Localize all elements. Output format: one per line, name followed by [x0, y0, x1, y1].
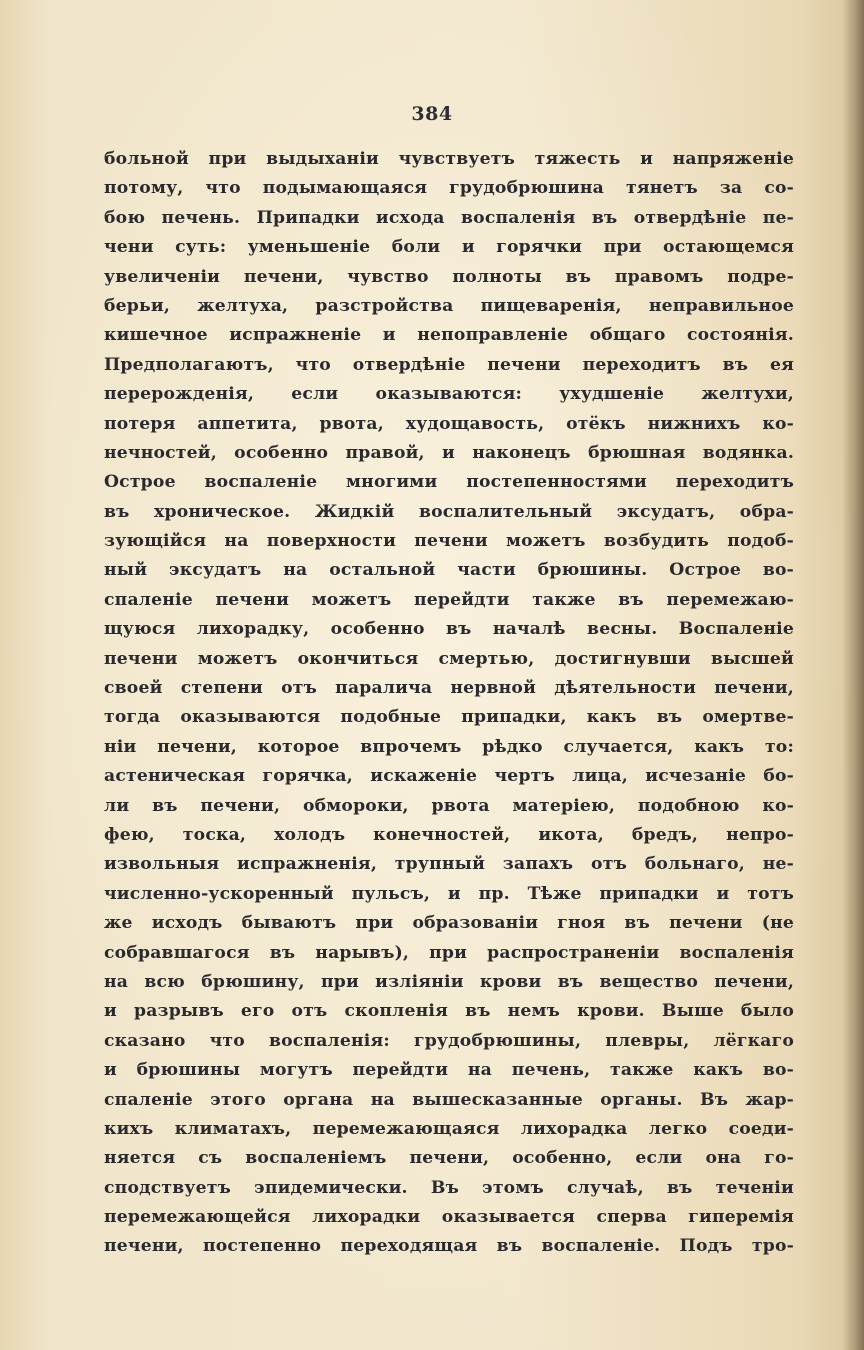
text-line: своей степени отъ паралича нервной дѣятельности печени,: [104, 678, 794, 699]
page-edge-shadow: [842, 0, 864, 1350]
text-line: кихъ климатахъ, перемежающаяся лихорадка легко соеди-: [104, 1118, 794, 1139]
text-line: спаленіе печени можетъ перейдти также въ перемежаю-: [104, 589, 794, 610]
text-line: Предполагаютъ, что отвердѣніе печени переходитъ въ ея: [104, 354, 794, 375]
text-line: увеличеніи печени, чувство полноты въ правомъ подре-: [104, 266, 794, 287]
text-line: берьи, желтуха, разстройства пищеваренія, неправильное: [104, 295, 794, 316]
text-line: печени, постепенно переходящая въ воспаленіе. Подъ тро-: [104, 1236, 794, 1257]
text-line: на всю брюшину, при изліяніи крови въ вещество печени,: [104, 971, 794, 992]
text-line: ли въ печени, обмороки, рвота матеріею, подобною ко-: [104, 795, 794, 816]
text-line: извольныя испражненія, трупный запахъ отъ больнаго, не-: [104, 854, 794, 875]
text-line: зующійся на поверхности печени можетъ возбудить подоб-: [104, 531, 794, 552]
text-line: собравшагося въ нарывъ), при распространеніи воспаленія: [104, 942, 794, 963]
text-line: потеря аппетита, рвота, худощавость, отёкъ нижнихъ ко-: [104, 413, 794, 434]
text-line: бою печень. Припадки исхода воспаленія въ отвердѣніе пе-: [104, 207, 794, 228]
text-line: ный эксудатъ на остальной части брюшины. Острое во-: [104, 560, 794, 581]
text-line: фею, тоска, холодъ конечностей, икота, бредъ, непро-: [104, 824, 794, 845]
text-line: Острое воспаленіе многими постепенностями переходитъ: [104, 472, 794, 493]
text-line: чени суть: уменьшеніе боли и горячки при остающемся: [104, 237, 794, 258]
text-line: кишечное испражненіе и непоправленіе общаго состоянія.: [104, 325, 794, 346]
text-line: потому, что подымающаяся грудобрюшина тянетъ за со-: [104, 178, 794, 199]
text-line: въ хроническое. Жидкій воспалительный эксудатъ, обра-: [104, 501, 794, 522]
text-line: нечностей, особенно правой, и наконецъ брюшная водянка.: [104, 442, 794, 463]
text-line: ніи печени, которое впрочемъ рѣдко случается, какъ то:: [104, 736, 794, 757]
text-line: перемежающейся лихорадки оказывается сперва гиперемія: [104, 1207, 794, 1228]
text-line: больной при выдыханіи чувствуетъ тяжесть и напряженіе: [104, 149, 794, 169]
text-line: перерожденія, если оказываются: ухудшеніе желтухи,: [104, 384, 794, 405]
text-line: печени можетъ окончиться смертью, достигнувши высшей: [104, 648, 794, 669]
text-line: щуюся лихорадку, особенно въ началѣ весны. Воспаленіе: [104, 619, 794, 640]
text-line: же исходъ бываютъ при образованіи гноя въ печени (не: [104, 913, 794, 934]
text-line: и брюшины могутъ перейдти на печень, также какъ во-: [104, 1060, 794, 1081]
text-line: тогда оказываются подобные припадки, какъ въ омертве-: [104, 707, 794, 728]
page-number: 384: [411, 103, 453, 125]
text-line: и разрывъ его отъ скопленія въ немъ крови. Выше было: [104, 1001, 794, 1022]
body-text: [104, 145, 794, 1262]
text-line: спаленіе этого органа на вышесказанные органы. Въ жар-: [104, 1089, 794, 1110]
text-line: няется съ воспаленіемъ печени, особенно, если она го-: [104, 1148, 794, 1169]
text-line: сказано что воспаленія: грудобрюшины, плевры, лёгкаго: [104, 1030, 794, 1051]
text-line: сподствуетъ эпидемически. Въ этомъ случаѣ, въ теченіи: [104, 1177, 794, 1198]
text-line: численно-ускоренный пульсъ, и пр. Тѣже припадки и тотъ: [104, 883, 794, 904]
text-line: астеническая горячка, искаженіе чертъ лица, исчезаніе бо-: [104, 766, 794, 787]
